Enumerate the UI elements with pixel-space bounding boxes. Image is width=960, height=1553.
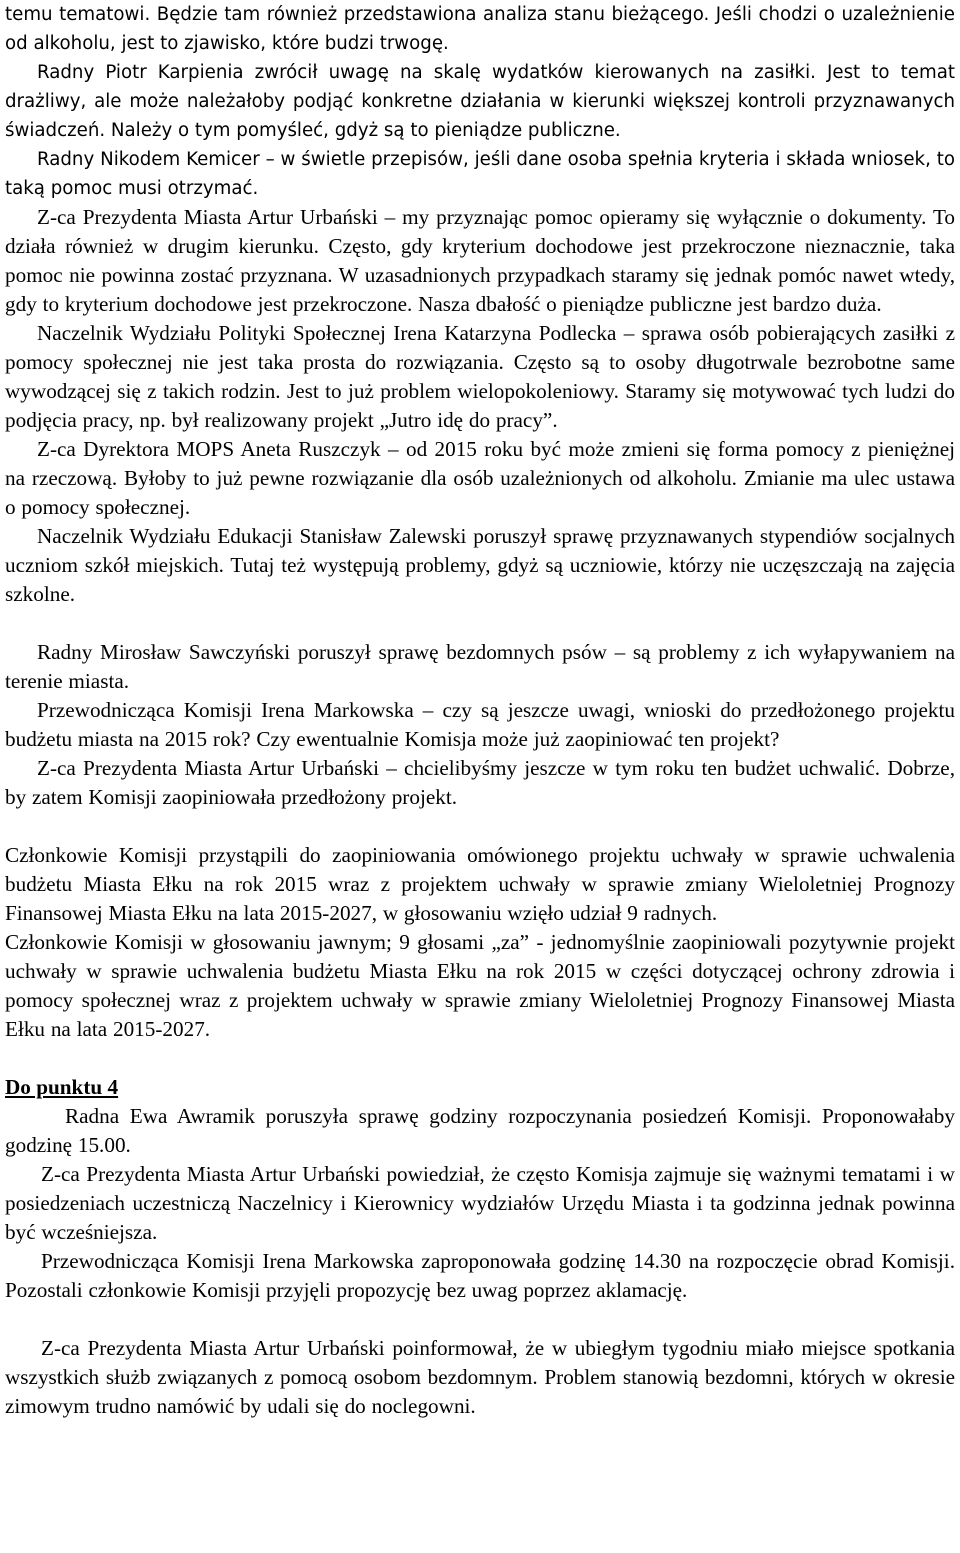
document-page xyxy=(5,0,955,1421)
spacer xyxy=(5,609,955,638)
paragraph-markowska-1: Przewodnicząca Komisji Irena Markowska – czy są jeszcze uwagi, wnioski do przedłożonego projektu budżetu miasta na 2015 rok? Czy ewentualnie Komisja może już zaopiniować ten projekt? xyxy=(5,698,955,751)
paragraph-vote-result: Członkowie Komisji w głosowaniu jawnym; 9 głosami „za” - jednomyślnie zaopiniowali pozytywnie projekt uchwały w sprawie uchwalenia budżetu Miasta Ełku na rok 2015 w części dotyczącej ochrony zdrowia i pomocy społecznej wraz z projektem uchwały w sprawie zmiany Wieloletniej Prognozy Finansowej Miasta Ełku na lata 2015-2027. xyxy=(5,930,955,1041)
paragraph-urbanski-1: Z-ca Prezydenta Miasta Artur Urbański – my przyznając pomoc opieramy się wyłącznie o dokumenty. To działa również w drugim kierunku. Często, gdy kryterium dochodowe jest przekroczone nieznacznie, taka pomoc nie powinna zostać przyznana. W uzasadnionych przypadkach staramy się jednak pomóc nawet wtedy, gdy to kryterium dochodowe jest przekroczone. Nasza dbałość o pieniądze publiczne jest bardzo duża. xyxy=(5,205,955,316)
paragraph-podlecka: Naczelnik Wydziału Polityki Społecznej Irena Katarzyna Podlecka – sprawa osób pobierających zasiłki z pomocy społecznej nie jest taka prosta do rozwiązania. Często są to osoby długotrwale bezrobotne same wywodzącej się z takich rodzin. Jest to już problem wielopokoleniowy. Staramy się motywować tych ludzi do podjęcia pracy, np. był realizowany projekt „Jutro idę do pracy”. xyxy=(5,321,955,432)
paragraph-karpienia: Radny Piotr Karpienia zwrócił uwagę na skalę wydatków kierowanych na zasiłki. Jest to temat drażliwy, ale może należałoby podjąć konkretne działania w kierunki większej kontroli przyznawanych świadczeń. Należy o tym pomyśleć, gdyż są to pieniądze publiczne. xyxy=(5,62,955,141)
paragraph-urbanski-2: Z-ca Prezydenta Miasta Artur Urbański – chcielibyśmy jeszcze w tym roku ten budżet uchwalić. Dobrze, by zatem Komisji zaopiniowała przedłożony projekt. xyxy=(5,756,955,809)
paragraph-markowska-2: Przewodnicząca Komisji Irena Markowska zaproponowała godzinę 14.30 na rozpoczęcie obrad Komisji. Pozostali członkowie Komisji przyjęli propozycję bez uwag poprzez aklamację. xyxy=(5,1249,955,1302)
paragraph-alcohol-analysis: temu tematowi. Będzie tam również przedstawiona analiza stanu bieżącego. Jeśli chodzi o uzależnienie od alkoholu, jest to zjawisko, które budzi trwogę. xyxy=(5,4,955,54)
paragraph-awramik: Radna Ewa Awramik poruszyła sprawę godziny rozpoczynania posiedzeń Komisji. Proponowałaby godzinę 15.00. xyxy=(5,1104,955,1157)
section-heading: Do punktu 4 xyxy=(5,1075,119,1099)
paragraph-urbanski-3: Z-ca Prezydenta Miasta Artur Urbański powiedział, że często Komisja zajmuje się ważnymi tematami i w posiedzeniach uczestniczą Naczelnicy i Kierownicy wydziałów Urzędu Miasta i ta godzinna jednak powinna być wcześniejsza. xyxy=(5,1162,955,1244)
spacer xyxy=(5,1044,955,1073)
paragraph-zalewski: Naczelnik Wydziału Edukacji Stanisław Zalewski poruszył sprawę przyznawanych stypendiów socjalnych uczniom szkół miejskich. Tutaj też występują problemy, gdyż są uczniowie, którzy nie uczęszczają na zajęcia szkolne. xyxy=(5,524,955,606)
paragraph-ruszczyk: Z-ca Dyrektora MOPS Aneta Ruszczyk – od 2015 roku być może zmieni się forma pomocy z pieniężnej na rzeczową. Byłoby to już pewne rozwiązanie dla osób uzależnionych od alkoholu. Zmianie ma ulec ustawa o pomocy społecznej. xyxy=(5,437,955,519)
paragraph-sawczynski: Radny Mirosław Sawczyński poruszył sprawę bezdomnych psów – są problemy z ich wyłapywaniem na terenie miasta. xyxy=(5,640,955,693)
paragraph-urbanski-4: Z-ca Prezydenta Miasta Artur Urbański poinformował, że w ubiegłym tygodniu miało miejsce spotkania wszystkich służb związanych z pomocą osobom bezdomnym. Problem stanowią bezdomni, których w okresie zimowym trudno namówić by udali się do noclegowni. xyxy=(5,1336,955,1418)
paragraph-kemicer: Radny Nikodem Kemicer – w świetle przepisów, jeśli dane osoba spełnia kryteria i składa wniosek, to taką pomoc musi otrzymać. xyxy=(5,149,955,199)
spacer xyxy=(5,812,955,841)
paragraph-commission-opinion: Członkowie Komisji przystąpili do zaopiniowania omówionego projektu uchwały w sprawie uchwalenia budżetu Miasta Ełku na rok 2015 wraz z projektem uchwały w sprawie zmiany Wieloletniej Prognozy Finansowej Miasta Ełku na lata 2015-2027, w głosowaniu wzięło udział 9 radnych. xyxy=(5,843,955,925)
spacer xyxy=(5,1305,955,1334)
